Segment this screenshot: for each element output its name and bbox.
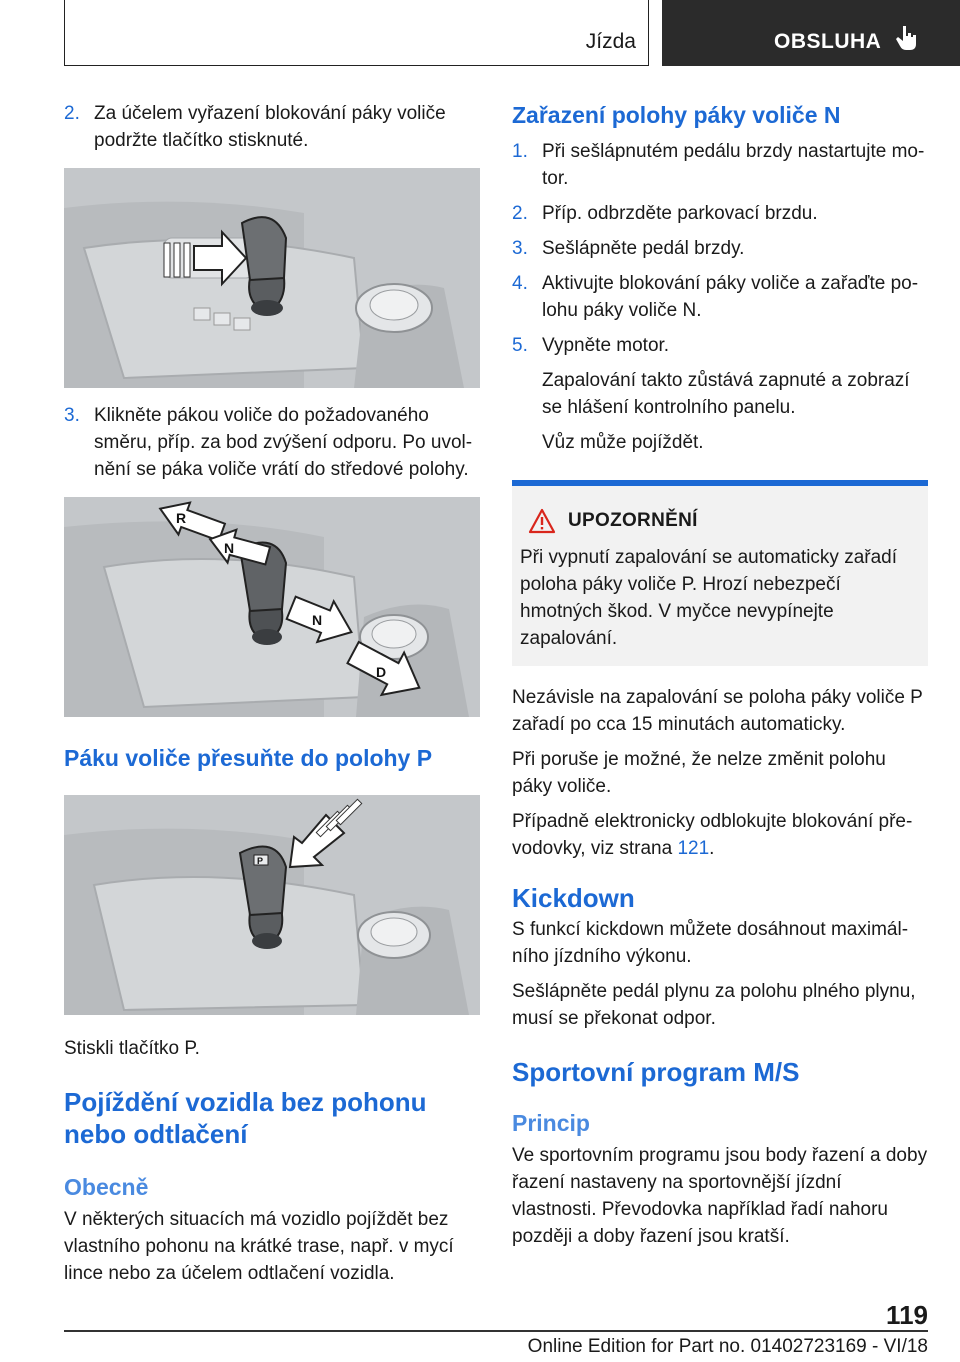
footer-divider xyxy=(64,1330,928,1332)
selector-lever-illustration xyxy=(64,168,480,388)
step-1 xyxy=(512,138,928,192)
step-number: 3. xyxy=(64,405,80,426)
press-p-text: Stiskli tlačítko P. xyxy=(64,1038,200,1059)
paragraph-fault: Při poruše je možné, že nelze změnit polohu páky voliče. xyxy=(512,749,886,797)
direction-label-r: R xyxy=(176,510,187,526)
step-5-note: Zapalování takto zůstává zapnuté a zobrazí se hlášení kontrolního panelu. xyxy=(542,370,910,418)
page-number: 119 xyxy=(886,1300,928,1330)
right-column xyxy=(512,100,928,1258)
heading-sport-program: Sportovní program M/S xyxy=(512,1057,800,1087)
figure-p-button xyxy=(64,795,480,1015)
step-text: Klikněte pákou voliče do požadovaného směru, příp. za bod zvýšení odporu. Po uvolnění se páka voliče vrátí do středové polohy. xyxy=(94,405,473,480)
step-3 xyxy=(64,402,484,483)
paragraph-unlock xyxy=(512,808,928,862)
paragraph-auto-p: Nezávisle na zapalování se poloha páky voliče P zařadí po cca 15 minutách automaticky. xyxy=(512,687,923,735)
warning-triangle-icon xyxy=(528,508,556,534)
step-text: Sešlápněte pedál brzdy. xyxy=(542,238,745,259)
figure-selector-unlock xyxy=(64,168,480,388)
step-2 xyxy=(64,100,484,154)
warning-title: UPOZORNĚNÍ xyxy=(568,510,698,531)
step-number: 3. xyxy=(512,238,528,259)
header-section-box xyxy=(64,0,649,66)
header-chapter-title: OBSLUHA xyxy=(774,30,882,53)
heading-rolling: Pojíždění vozidla bez pohonu nebo odtlačení xyxy=(64,1087,427,1149)
p-button-label: P xyxy=(257,856,264,866)
warning-header xyxy=(520,508,920,534)
direction-label-n: N xyxy=(224,540,235,556)
p-button-illustration xyxy=(64,795,480,1015)
step-number: 4. xyxy=(512,273,528,294)
heading-kickdown: Kickdown xyxy=(512,883,635,913)
paragraph-unlock-text: Případně elektronicky odblokujte blokování převodovky, viz strana xyxy=(512,811,913,859)
step-text: Aktivujte blokování páky voliče a zařaďte polohu páky voliče N. xyxy=(542,273,919,321)
step-number: 2. xyxy=(512,203,528,224)
kickdown-text-1: S funkcí kickdown můžete dosáhnout maximálního jízdního výkonu. xyxy=(512,919,909,967)
footer-edition: Online Edition for Part no. 01402723169 - VI/18 xyxy=(527,1336,928,1357)
direction-label-d: D xyxy=(376,664,387,680)
left-column xyxy=(64,100,484,1295)
principle-text: Ve sportovním programu jsou body řazení a doby řazení nastaveny na sportovnější jízdní vlastnosti. Převodovka například řadí nahoru později a doby řazení jsou kratší. xyxy=(512,1145,928,1247)
heading-select-n: Zařazení polohy páky voliče N xyxy=(512,102,841,128)
step-4 xyxy=(512,270,928,324)
step-number: 1. xyxy=(512,141,528,162)
page-reference-link[interactable]: 121 xyxy=(677,838,710,859)
step-5 xyxy=(512,332,928,359)
figure-selector-directions xyxy=(64,497,480,717)
step-text: Při sešlápnutém pedálu brzdy nastartujte motor. xyxy=(542,141,925,189)
general-text: V některých situacích má vozidlo pojíždět bez vlastního pohonu na krátké trase, např. v mycí lince nebo za účelem odtlačení vozidla. xyxy=(64,1209,454,1284)
step-2 xyxy=(512,200,928,227)
step-text: Za účelem vyřazení blokování páky voliče podržte tlačítko stisknuté. xyxy=(94,103,446,151)
subheading-general: Obecně xyxy=(64,1174,149,1200)
selector-directions-illustration xyxy=(64,497,480,717)
warning-box xyxy=(512,480,928,666)
direction-label-n2: N xyxy=(312,612,323,628)
step-3 xyxy=(512,235,928,262)
step-text: Vypněte motor. xyxy=(542,335,670,356)
hand-pointer-icon xyxy=(894,24,920,52)
header-section-title: Jízda xyxy=(585,30,636,53)
warning-text: Při vypnutí zapalování se automaticky zařadí poloha páky voliče P. Hrozí nebezpečí hmotných škod. V myčce nevypínejte zapalování. xyxy=(520,547,898,649)
step-text: Příp. odbrzděte parkovací brzdu. xyxy=(542,203,818,224)
paragraph-unlock-end: . xyxy=(709,838,715,859)
step-5-note: Vůz může pojíždět. xyxy=(542,432,704,453)
header-chapter-box xyxy=(662,0,960,66)
step-number: 2. xyxy=(64,103,80,124)
heading-move-to-p: Páku voliče přesuňte do polohy P xyxy=(64,745,433,771)
step-number: 5. xyxy=(512,335,528,356)
subheading-principle: Princip xyxy=(512,1110,590,1136)
kickdown-text-2: Sešlápněte pedál plynu za polohu plného plynu, musí se překonat odpor. xyxy=(512,981,916,1029)
